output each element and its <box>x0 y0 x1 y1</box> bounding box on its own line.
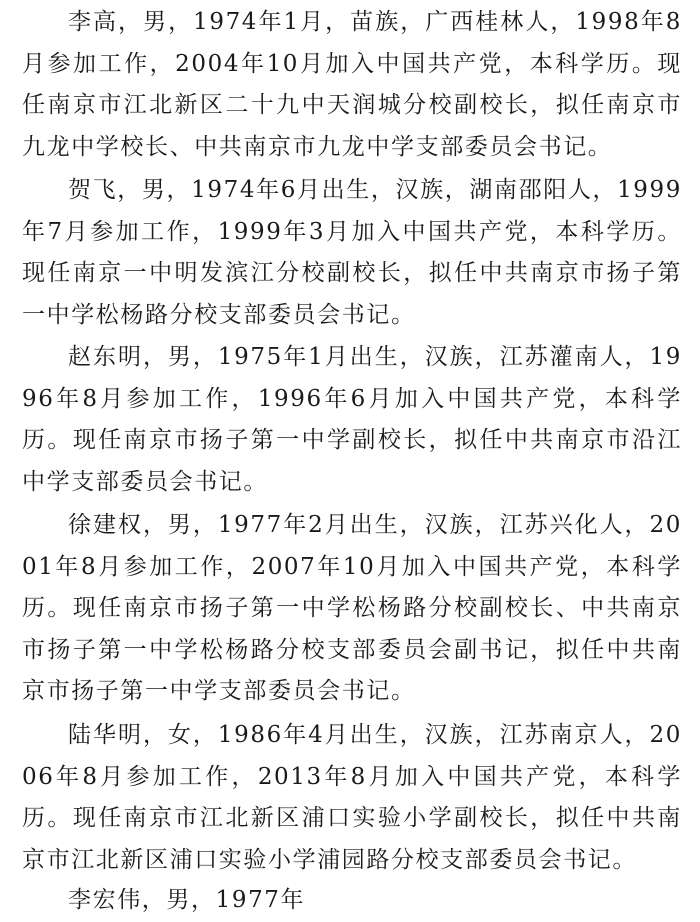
paragraph-lu-huaming: 陆华明，女，1986年4月出生，汉族，江苏南京人，2006年8月参加工作，2013年8月加入中国共产党，本科学历。现任南京市江北新区浦口实验小学副校长，拟任中共南京市江北新区浦口实验小学浦园路分校支部委员会书记。 <box>22 722 682 873</box>
paragraph-he-fei: 贺飞，男，1974年6月出生，汉族，湖南邵阳人，1999年7月参加工作，1999年3月加入中国共产党，本科学历。现任南京一中明发滨江分校副校长，拟任中共南京市扬子第一中学松杨路分校支部委员会书记。 <box>22 177 682 328</box>
paragraph-xu-jianquan: 徐建权，男，1977年2月出生，汉族，江苏兴化人，2001年8月参加工作，2007年10月加入中国共产党，本科学历。现任南京市扬子第一中学松杨路分校副校长、中共南京市扬子第一中学松杨路分校支部委员会副书记，拟任中共南京市扬子第一中学支部委员会书记。 <box>22 512 682 704</box>
paragraph-partial-cut-off: 李宏伟，男，1977年 <box>68 887 306 913</box>
paragraph-zhao-dongming: 赵东明，男，1975年1月出生，汉族，江苏灌南人，1996年8月参加工作，1996年6月加入中国共产党，本科学历。现任南京市扬子第一中学副校长，拟任中共南京市沿江中学支部委员会书记。 <box>22 344 682 495</box>
paragraph-li-gao: 李高，男，1974年1月，苗族，广西桂林人，1998年8月参加工作，2004年10月加入中国共产党，本科学历。现任南京市江北新区二十九中天润城分校副校长，拟任南京市九龙中学校长、中共南京市九龙中学支部委员会书记。 <box>22 9 682 160</box>
